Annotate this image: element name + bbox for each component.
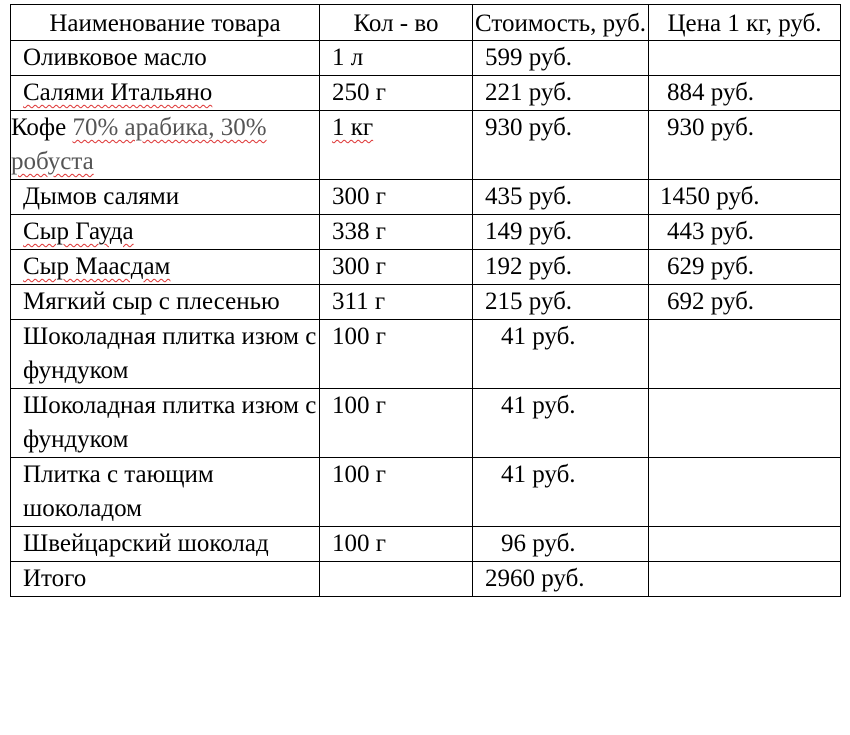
header-row [11,5,841,41]
cell-cost: 435 руб. [473,180,649,215]
products-table [10,4,841,597]
cell-name-part: Кофе [11,114,73,141]
header-price: Цена 1 кг, руб. [649,5,841,41]
cell-name: Дымов салями [11,180,320,215]
cell-price [649,41,841,76]
cell-cost: 41 руб. [473,320,649,389]
cell-qty [320,111,473,180]
cell-price [649,527,841,562]
cell-qty: 100 г [320,389,473,458]
header-qty: Кол - во [320,5,473,41]
table-row [11,320,841,389]
cell-price [649,320,841,389]
total-row [11,562,841,597]
cell-cost: 149 руб. [473,215,649,250]
cell-price: 930 руб. [649,111,841,180]
cell-price: 692 руб. [649,285,841,320]
total-qty [320,562,473,597]
header-name: Наименование товара [11,5,320,41]
table-row [11,389,841,458]
table-row [11,180,841,215]
cell-qty: 250 г [320,76,473,111]
cell-qty: 1 л [320,41,473,76]
cell-name [11,215,320,250]
cell-name: Оливковое масло [11,41,320,76]
cell-qty: 311 г [320,285,473,320]
cell-cost: 41 руб. [473,389,649,458]
cell-cost: 599 руб. [473,41,649,76]
cell-name: Шоколадная плитка изюм с фундуком [11,320,320,389]
total-cost: 2960 руб. [473,562,649,597]
cell-cost: 192 руб. [473,250,649,285]
cell-qty: 100 г [320,527,473,562]
table-row [11,250,841,285]
cell-name [11,111,320,180]
cell-price: 1450 руб. [649,180,841,215]
cell-name: Плитка с тающим шоколадом [11,458,320,527]
table-row [11,458,841,527]
cell-cost: 215 руб. [473,285,649,320]
cell-price [649,458,841,527]
cell-qty-text: 1 кг [332,114,374,141]
cell-cost: 41 руб. [473,458,649,527]
cell-qty: 300 г [320,250,473,285]
cell-name: Мягкий сыр с плесенью [11,285,320,320]
cell-qty: 300 г [320,180,473,215]
cell-name-part-gray: 70% арабика, 30% робуста [11,114,267,175]
table-row [11,215,841,250]
cell-qty: 100 г [320,458,473,527]
cell-name: Швейцарский шоколад [11,527,320,562]
cell-name-text: Сыр Гауда [23,218,134,245]
table-row [11,285,841,320]
table-row [11,111,841,180]
total-label: Итого [11,562,320,597]
table-row [11,527,841,562]
cell-price: 629 руб. [649,250,841,285]
cell-cost: 221 руб. [473,76,649,111]
total-price [649,562,841,597]
table-row [11,41,841,76]
cell-cost: 930 руб. [473,111,649,180]
cell-name [11,250,320,285]
cell-price: 884 руб. [649,76,841,111]
cell-price: 443 руб. [649,215,841,250]
cell-name: Шоколадная плитка изюм с фундуком [11,389,320,458]
cell-price [649,389,841,458]
header-cost: Стоимость, руб. [473,5,649,41]
cell-cost: 96 руб. [473,527,649,562]
table-row [11,76,841,111]
cell-qty: 338 г [320,215,473,250]
cell-name-text: Сыр Маасдам [23,253,171,280]
cell-name-text: Салями Итальяно [23,79,213,106]
cell-qty: 100 г [320,320,473,389]
cell-name [11,76,320,111]
